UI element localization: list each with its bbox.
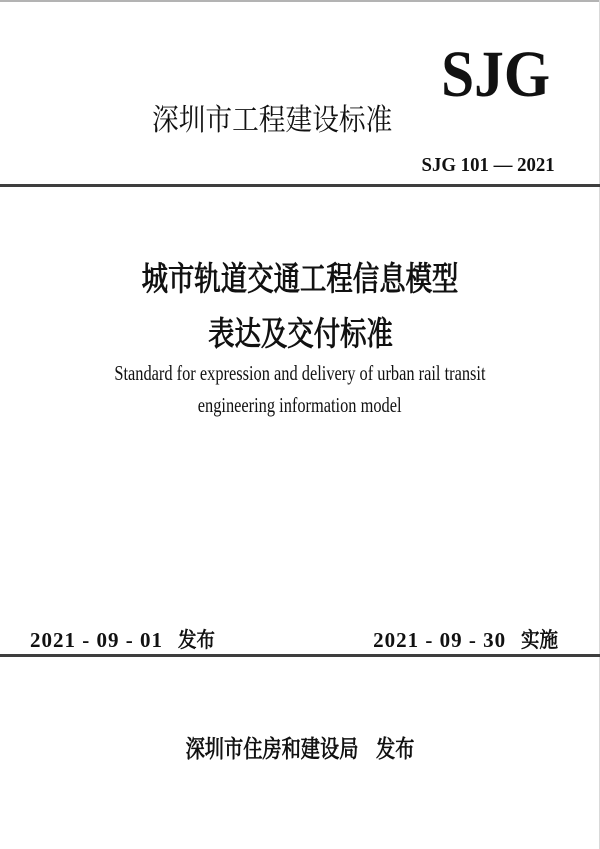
dates-row — [30, 624, 563, 654]
title-zh-line1-text: 城市轨道交通工程信息模型 — [141, 260, 459, 297]
title-zh-line2-text: 表达及交付标准 — [207, 315, 393, 352]
publisher-row — [0, 729, 600, 764]
title-zh-line2 — [0, 316, 600, 352]
publish-action-label: 发布 — [376, 736, 415, 763]
standard-category-label: 深圳市工程建设标准 — [152, 104, 393, 137]
brand-logotype: SJG — [441, 38, 550, 111]
publisher-name: 深圳市住房和建设局 — [185, 736, 359, 763]
scan-top-edge-artifact — [0, 0, 600, 2]
effective-date-group — [373, 624, 563, 654]
footer-divider-rule — [0, 654, 600, 657]
title-en-line1-text: Standard for expression and delivery of urban rail transit — [114, 361, 486, 385]
issue-date-group — [30, 624, 220, 654]
title-en-line1 — [0, 361, 600, 386]
effective-date: 2021 - 09 - 30 — [373, 628, 507, 652]
title-zh-line1 — [0, 261, 600, 297]
effective-date-label: 实施 — [521, 629, 558, 652]
header-divider-rule — [0, 184, 600, 187]
standard-code: SJG 101 — 2021 — [421, 154, 555, 176]
issue-date: 2021 - 09 - 01 — [30, 628, 163, 652]
title-en-line2-text: engineering information model — [198, 393, 402, 417]
publisher-line — [186, 729, 415, 764]
title-en-line2 — [0, 393, 600, 418]
issue-date-label: 发布 — [177, 629, 215, 652]
